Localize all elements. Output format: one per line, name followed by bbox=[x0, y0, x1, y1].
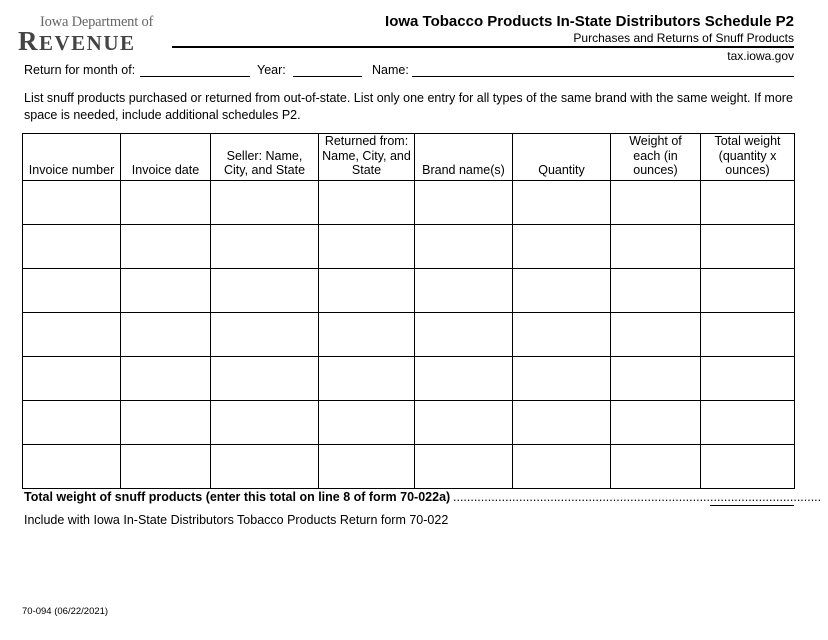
cell-seller[interactable] bbox=[211, 400, 319, 444]
cell-returned-from[interactable] bbox=[319, 268, 415, 312]
cell-total-weight[interactable] bbox=[701, 400, 795, 444]
cell-brand-names[interactable] bbox=[415, 444, 513, 488]
cell-seller[interactable] bbox=[211, 356, 319, 400]
cell-brand-names[interactable] bbox=[415, 180, 513, 224]
col-weight-each: Weight of each (in ounces) bbox=[611, 134, 701, 181]
form-title: Iowa Tobacco Products In-State Distributors Schedule P2 bbox=[385, 13, 794, 30]
form-number: 70-094 (06/22/2021) bbox=[22, 606, 109, 617]
cell-invoice-date[interactable] bbox=[121, 400, 211, 444]
table-row bbox=[23, 444, 795, 488]
table-row bbox=[23, 356, 795, 400]
cell-total-weight[interactable] bbox=[701, 224, 795, 268]
cell-invoice-date[interactable] bbox=[121, 312, 211, 356]
total-weight-label: Total weight of snuff products (enter this total on line 8 of form 70-022a) bbox=[24, 490, 451, 504]
cell-total-weight[interactable] bbox=[701, 356, 795, 400]
table-row bbox=[23, 312, 795, 356]
form-subtitle: Purchases and Returns of Snuff Products bbox=[573, 31, 794, 45]
cell-invoice-number[interactable] bbox=[23, 400, 121, 444]
cell-quantity[interactable] bbox=[513, 400, 611, 444]
logo-revenue-wordmark bbox=[18, 26, 136, 57]
cell-returned-from[interactable] bbox=[319, 356, 415, 400]
cell-quantity[interactable] bbox=[513, 356, 611, 400]
cell-returned-from[interactable] bbox=[319, 312, 415, 356]
cell-brand-names[interactable] bbox=[415, 268, 513, 312]
cell-invoice-date[interactable] bbox=[121, 268, 211, 312]
col-seller: Seller: Name, City, and State bbox=[211, 134, 319, 181]
cell-invoice-number[interactable] bbox=[23, 268, 121, 312]
col-quantity: Quantity bbox=[513, 134, 611, 181]
cell-weight-each[interactable] bbox=[611, 224, 701, 268]
cell-invoice-date[interactable] bbox=[121, 356, 211, 400]
logo-initial: R bbox=[18, 26, 39, 56]
table-row bbox=[23, 268, 795, 312]
col-invoice-date: Invoice date bbox=[121, 134, 211, 181]
cell-returned-from[interactable] bbox=[319, 224, 415, 268]
cell-brand-names[interactable] bbox=[415, 400, 513, 444]
col-invoice-number: Invoice number bbox=[23, 134, 121, 181]
cell-quantity[interactable] bbox=[513, 224, 611, 268]
cell-invoice-number[interactable] bbox=[23, 312, 121, 356]
snuff-products-table bbox=[22, 133, 795, 489]
header-rule bbox=[172, 46, 794, 48]
table-row bbox=[23, 224, 795, 268]
cell-invoice-number[interactable] bbox=[23, 356, 121, 400]
cell-invoice-date[interactable] bbox=[121, 224, 211, 268]
cell-weight-each[interactable] bbox=[611, 268, 701, 312]
logo-rest: EVENUE bbox=[39, 31, 136, 55]
cell-seller[interactable] bbox=[211, 312, 319, 356]
cell-invoice-number[interactable] bbox=[23, 444, 121, 488]
website-url: tax.iowa.gov bbox=[727, 49, 794, 63]
total-leader-dots: .......................................................................................................... bbox=[453, 490, 822, 504]
cell-seller[interactable] bbox=[211, 268, 319, 312]
cell-weight-each[interactable] bbox=[611, 312, 701, 356]
table-header-row bbox=[23, 134, 795, 181]
instructions: List snuff products purchased or returned from out-of-state. List only one entry for all types of the same brand with the same weight. If more space is needed, include additional schedules P2. bbox=[24, 91, 793, 122]
include-note: Include with Iowa In-State Distributors Tobacco Products Return form 70-022 bbox=[24, 513, 449, 527]
cell-seller[interactable] bbox=[211, 180, 319, 224]
table-row bbox=[23, 400, 795, 444]
cell-total-weight[interactable] bbox=[701, 268, 795, 312]
month-label: Return for month of: bbox=[24, 63, 136, 77]
table-row bbox=[23, 180, 795, 224]
cell-weight-each[interactable] bbox=[611, 180, 701, 224]
cell-invoice-date[interactable] bbox=[121, 444, 211, 488]
cell-invoice-number[interactable] bbox=[23, 180, 121, 224]
cell-total-weight[interactable] bbox=[701, 180, 795, 224]
col-brand-names: Brand name(s) bbox=[415, 134, 513, 181]
cell-quantity[interactable] bbox=[513, 268, 611, 312]
cell-brand-names[interactable] bbox=[415, 356, 513, 400]
cell-quantity[interactable] bbox=[513, 180, 611, 224]
logo-department-text: Iowa Department of bbox=[40, 14, 154, 30]
cell-weight-each[interactable] bbox=[611, 356, 701, 400]
cell-quantity[interactable] bbox=[513, 444, 611, 488]
year-field[interactable] bbox=[293, 76, 362, 77]
month-field[interactable] bbox=[140, 76, 250, 77]
cell-total-weight[interactable] bbox=[701, 312, 795, 356]
cell-returned-from[interactable] bbox=[319, 180, 415, 224]
return-info-row bbox=[24, 62, 794, 80]
cell-returned-from[interactable] bbox=[319, 400, 415, 444]
col-returned-from: Returned from: Name, City, and State bbox=[319, 134, 415, 181]
cell-invoice-date[interactable] bbox=[121, 180, 211, 224]
cell-weight-each[interactable] bbox=[611, 400, 701, 444]
total-weight-field[interactable] bbox=[710, 505, 794, 506]
cell-total-weight[interactable] bbox=[701, 444, 795, 488]
cell-quantity[interactable] bbox=[513, 312, 611, 356]
cell-weight-each[interactable] bbox=[611, 444, 701, 488]
cell-invoice-number[interactable] bbox=[23, 224, 121, 268]
cell-seller[interactable] bbox=[211, 224, 319, 268]
cell-brand-names[interactable] bbox=[415, 224, 513, 268]
cell-returned-from[interactable] bbox=[319, 444, 415, 488]
cell-brand-names[interactable] bbox=[415, 312, 513, 356]
year-label: Year: bbox=[257, 63, 286, 77]
cell-seller[interactable] bbox=[211, 444, 319, 488]
name-field[interactable] bbox=[412, 76, 794, 77]
col-total-weight: Total weight (quantity x ounces) bbox=[701, 134, 795, 181]
name-label: Name: bbox=[372, 63, 409, 77]
